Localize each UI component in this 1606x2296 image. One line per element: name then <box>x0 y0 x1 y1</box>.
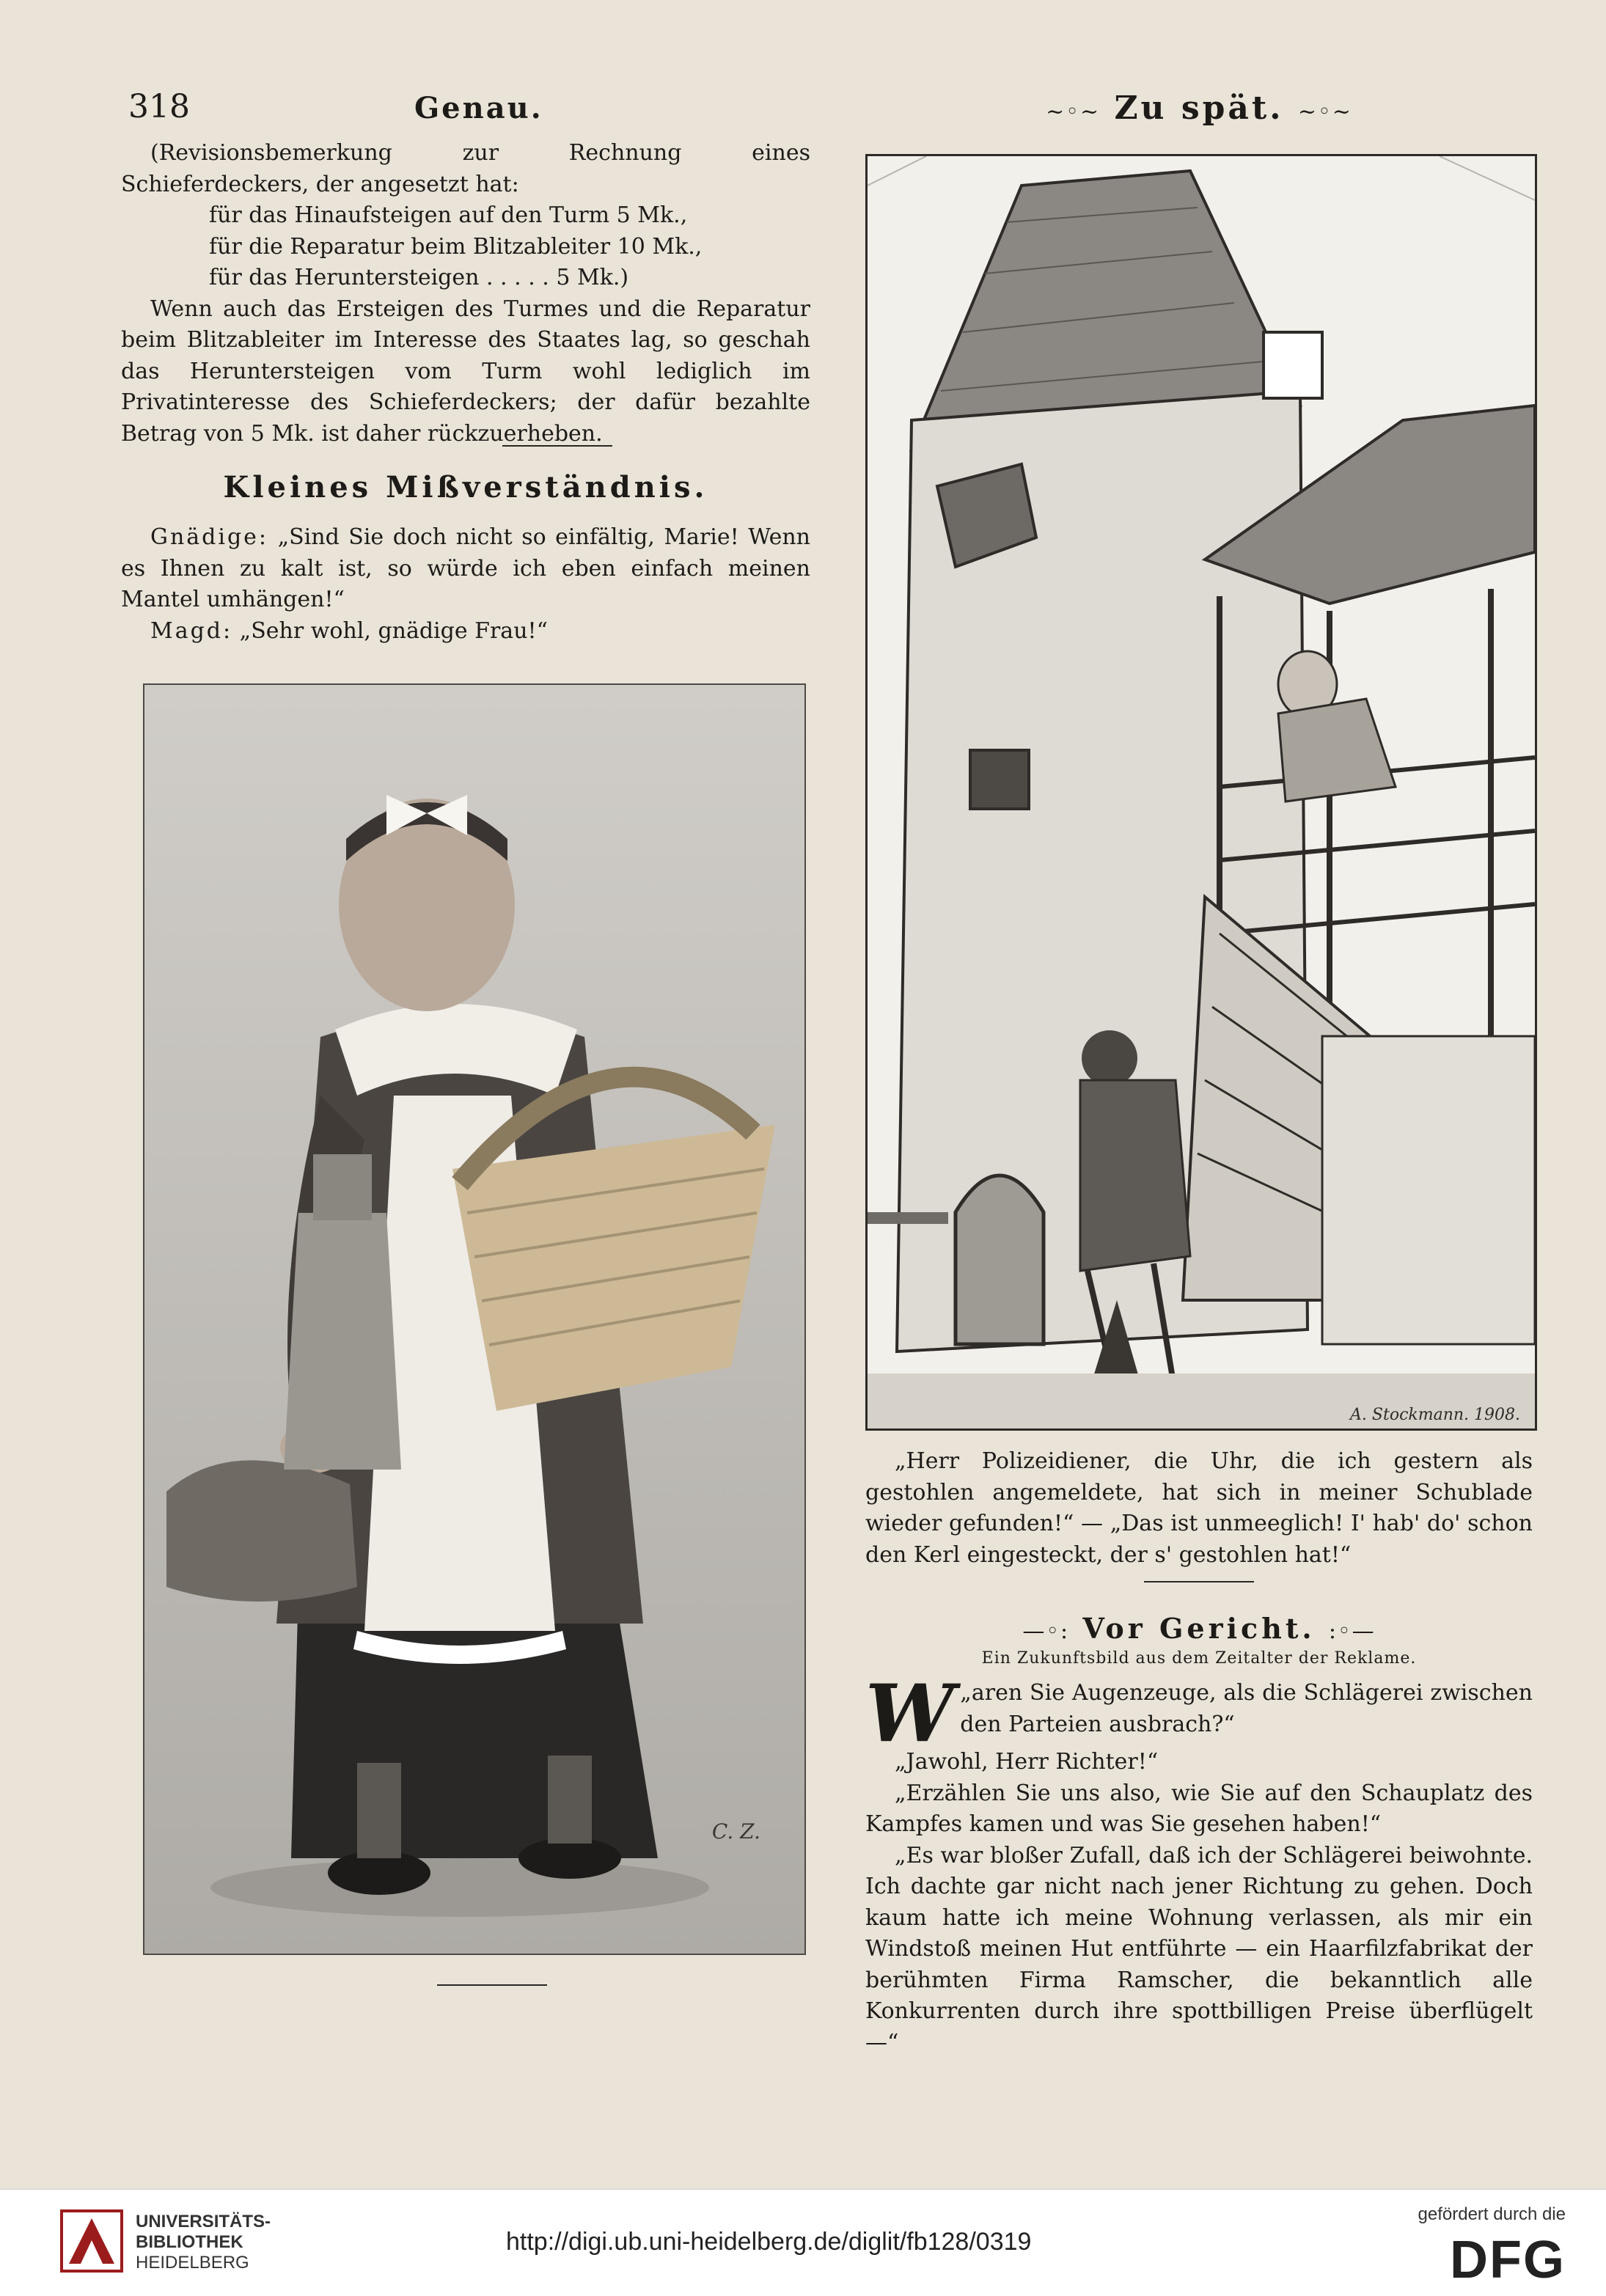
right-header <box>865 88 1533 139</box>
university-logo-icon <box>59 2208 125 2274</box>
genau-item: für das Heruntersteigen . . . . . 5 Mk.) <box>209 265 629 290</box>
genau-item: für das Hinaufsteigen auf den Turm 5 Mk., <box>209 202 688 228</box>
tower-drawing <box>868 156 1535 1428</box>
genau-item: für die Reparatur beim Blitzableiter 10 Mk., <box>209 233 703 260</box>
kleines-line2-text: „Sehr wohl, gnädige Frau!“ <box>239 617 548 644</box>
tower-illustration <box>865 154 1537 1431</box>
left-header <box>121 88 810 139</box>
zu-spaet-title-text: Zu spät. <box>1114 89 1284 127</box>
genau-items <box>121 200 810 294</box>
footer-bar <box>0 2189 1606 2296</box>
section-divider <box>437 1984 547 1986</box>
gericht-paragraph-3: „Erzählen Sie uns also, wie Sie auf den Schauplatz des Kampfes kamen und was Sie gesehen haben!“ <box>865 1780 1533 1837</box>
zu-spaet-title <box>865 89 1533 127</box>
title-ornament-left: ~◦~ <box>1046 99 1101 125</box>
university-name <box>136 2212 271 2273</box>
speaker-magd: Magd: <box>150 617 233 644</box>
vor-gericht-subtitle: Ein Zukunftsbild aus dem Zeitalter der Reklame. <box>981 1649 1417 1668</box>
drop-cap: W <box>865 1668 955 1760</box>
funded-by-text: gefördert durch die <box>1418 2204 1566 2224</box>
gericht-paragraph-1 <box>865 1668 1533 1760</box>
right-text-block <box>865 1446 1533 2058</box>
right-illustration-signature: A. Stockmann. 1908. <box>1350 1406 1520 1424</box>
maid-illustration <box>143 683 806 1955</box>
kleines-line1 <box>121 522 810 616</box>
vor-gericht-title-text: Vor Gericht. <box>1082 1612 1316 1645</box>
speaker-gnaedige: Gnädige: <box>150 524 269 550</box>
zu-spaet-caption: „Herr Polizeidiener, die Uhr, die ich gestern als gestohlen angemeldete, hat sich in meiner Schublade wieder gefunden!“ — „Das ist unmeeglich! I' hab' do' schon den Kerl eingesteckt, der s' gestohlen hat!“ <box>865 1448 1533 1568</box>
page-number: 318 <box>128 88 190 125</box>
gericht-paragraph-2: „Jawohl, Herr Richter!“ <box>895 1749 1159 1775</box>
maid-drawing <box>144 685 804 1954</box>
left-illustration-signature: C. Z. <box>711 1819 760 1844</box>
gericht-paragraph-1-text: „aren Sie Augenzeuge, als die Schlägerei zwischen den Parteien ausbrach?“ <box>960 1680 1533 1737</box>
vor-gericht-title <box>865 1612 1533 1645</box>
running-title: Genau. <box>414 91 543 125</box>
genau-intro: (Revisionsbemerkung zur Rechnung eines Schieferdeckers, der angesetzt hat: <box>121 140 810 197</box>
digital-library-link[interactable]: http://digi.ub.uni-heidelberg.de/diglit/fb128/0319 <box>506 2228 1032 2256</box>
gericht-ornament-right: :◦— <box>1328 1618 1376 1644</box>
uni-line-1: UNIVERSITÄTS- <box>136 2212 271 2231</box>
uni-line-3: HEIDELBERG <box>136 2253 249 2273</box>
gericht-paragraph-4: „Es war bloßer Zufall, daß ich der Schlägerei beiwohnte. Ich dachte gar nicht nach jener Richtung zu gehen. Doch kaum hatte ich meine Wohnung verlassen, als mir ein Windstoß meinen Hut entführte — ein Haarfilzfabrikat der berühmten Firma Ramscher, die bekanntlich alle Konkurrenten durch ihre spottbilligen Preise überflügelt —“ <box>865 1842 1533 2055</box>
uni-line-2: BIBLIOTHEK <box>136 2232 243 2252</box>
dfg-logo: DFG <box>1450 2231 1566 2289</box>
kleines-line1-text: „Sind Sie doch nicht so einfältig, Marie! Wenn es Ihnen zu kalt ist, so würde ich eben einfach meinen Mantel umhängen!“ <box>121 524 810 612</box>
genau-article <box>121 138 810 647</box>
kleines-line2 <box>121 616 810 648</box>
section-divider <box>1144 1581 1254 1582</box>
title-ornament-right: ~◦~ <box>1297 99 1352 125</box>
kleines-title: Kleines Mißverständnis. <box>223 470 708 505</box>
genau-body: Wenn auch das Ersteigen des Turmes und die Reparatur beim Blitzableiter im Interesse des Staates lag, so geschah das Heruntersteigen vom Turm wohl lediglich im Privatinteresse des Schieferdeckers; der dafür bezahlte Betrag von 5 Mk. ist daher rückzuerheben. <box>121 296 810 447</box>
gericht-ornament-left: —◦: <box>1022 1618 1070 1644</box>
